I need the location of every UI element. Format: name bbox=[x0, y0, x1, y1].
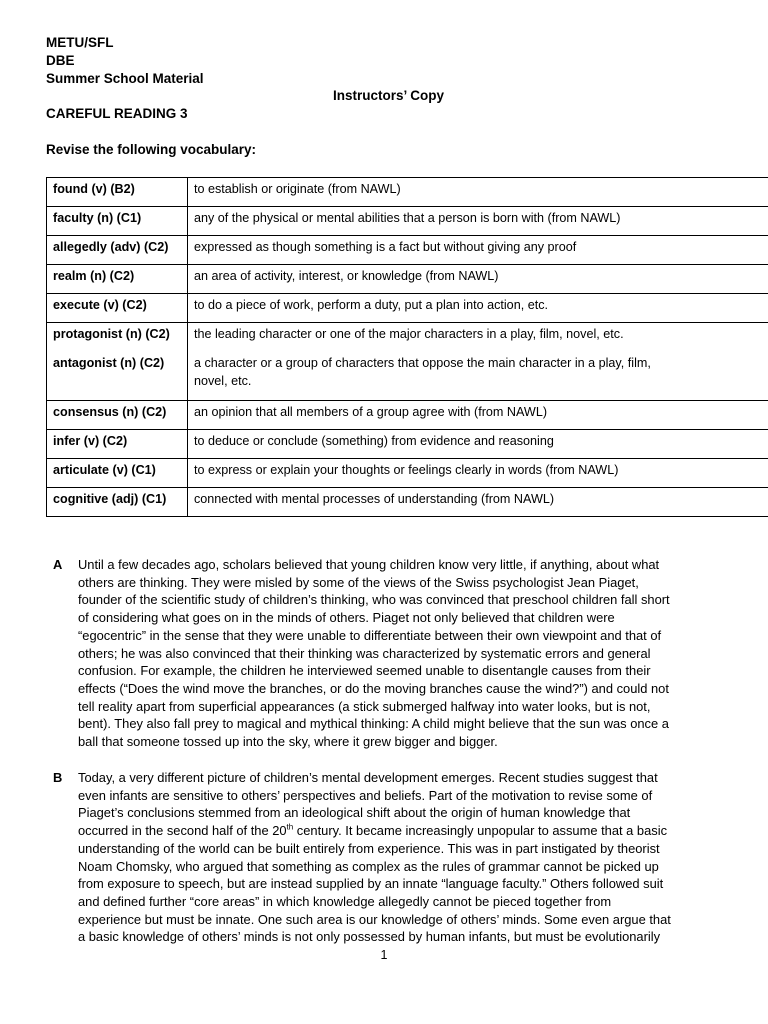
paragraph-b bbox=[53, 769, 743, 946]
vocab-definition: connected with mental processes of understanding (from NAWL) bbox=[188, 488, 768, 517]
vocab-definition: the leading character or one of the major characters in a play, film, novel, etc. bbox=[194, 327, 624, 341]
paragraph-line: Until a few decades ago, scholars believed that young children know very little, if anything, about what bbox=[78, 557, 660, 572]
vocab-term: articulate (v) (C1) bbox=[47, 459, 188, 488]
paragraph-line: ball that someone tossed up into the sky, where it grew bigger and bigger. bbox=[78, 734, 498, 750]
vocab-term: realm (n) (C2) bbox=[47, 265, 188, 294]
paragraph-line: others; he was also convinced that their thinking was characterized by systematic errors and general bbox=[78, 645, 651, 661]
paragraph-line: Piaget’s conclusions stemmed from an ideological shift about the origin of human knowledge that bbox=[78, 805, 631, 821]
paragraph-line: even infants are sensitive to others’ perspectives and beliefs. Part of the motivation to revise some of bbox=[78, 787, 653, 803]
line-segment: century. It became increasingly unpopular to assume that a basic bbox=[293, 823, 668, 839]
vocab-row bbox=[47, 401, 768, 430]
vocab-row bbox=[47, 178, 768, 207]
paragraph-line-with-superscript bbox=[78, 822, 743, 840]
paragraph-line: effects (“Does the wind move the branches, or do the moving branches cause the wind?”) and could not bbox=[78, 680, 669, 696]
paragraph-line: Noam Chomsky, who argued that something as complex as the rules of grammar cannot be picked up bbox=[78, 858, 659, 874]
vocab-term: infer (v) (C2) bbox=[47, 430, 188, 459]
paragraph-text bbox=[78, 769, 743, 946]
vocab-term: found (v) (B2) bbox=[47, 178, 188, 207]
vocab-row bbox=[47, 236, 768, 265]
paragraph-line: “egocentric” in the sense that they were unable to differentiate between their own viewpoint and that of bbox=[78, 627, 662, 643]
vocabulary-heading: Revise the following vocabulary: bbox=[46, 142, 257, 157]
vocab-definition: to establish or originate (from NAWL) bbox=[188, 178, 768, 207]
document-header bbox=[46, 34, 204, 88]
vocab-term: protagonist (n) (C2) bbox=[53, 327, 170, 341]
vocab-row bbox=[47, 323, 768, 401]
vocab-row bbox=[47, 430, 768, 459]
paragraph-line: understanding of the world can be built entirely from experience. This was in part instigated by theorist bbox=[78, 840, 660, 856]
instructors-copy-label: Instructors’ Copy bbox=[333, 88, 445, 103]
vocab-row bbox=[47, 265, 768, 294]
vocab-definition: to deduce or conclude (something) from evidence and reasoning bbox=[188, 430, 768, 459]
vocab-definition-continued: novel, etc. bbox=[194, 374, 252, 388]
vocab-definition: any of the physical or mental abilities that a person is born with (from NAWL) bbox=[188, 207, 768, 236]
vocab-definition: to express or explain your thoughts or feelings clearly in words (from NAWL) bbox=[188, 459, 768, 488]
section-title: CAREFUL READING 3 bbox=[46, 106, 188, 121]
vocab-definition: to do a piece of work, perform a duty, put a plan into action, etc. bbox=[188, 294, 768, 323]
paragraph-letter: A bbox=[53, 557, 63, 572]
paragraph-line: a basic knowledge of others’ minds is not only possessed by human infants, but must be evolutionarily bbox=[78, 929, 661, 945]
vocab-definition: a character or a group of characters that oppose the main character in a play, film, bbox=[194, 356, 651, 370]
paragraph-line: from exposure to speech, but are instead supplied by an innate “language faculty.” Others followed suit bbox=[78, 876, 664, 892]
paragraph-text bbox=[78, 556, 743, 751]
paragraph-line: tell reality apart from superficial appearances (a stick submerged halfway into water looks, but is not, bbox=[78, 698, 651, 714]
paragraph-line: bent). They also fall prey to magical and mythical thinking: A child might believe that the sun was once a bbox=[78, 716, 669, 732]
vocab-definition: an area of activity, interest, or knowledge (from NAWL) bbox=[188, 265, 768, 294]
vocab-row bbox=[47, 488, 768, 517]
page-number: 1 bbox=[380, 948, 388, 962]
paragraph-line: confusion. For example, the children he interviewed seemed unable to disentangle causes from their bbox=[78, 663, 651, 679]
vocab-term: antagonist (n) (C2) bbox=[53, 356, 165, 370]
vocab-row bbox=[47, 459, 768, 488]
vocab-row bbox=[47, 207, 768, 236]
vocab-row bbox=[47, 294, 768, 323]
vocab-definition: an opinion that all members of a group agree with (from NAWL) bbox=[188, 401, 768, 430]
vocab-definition: expressed as though something is a fact but without giving any proof bbox=[188, 236, 768, 265]
paragraph-a bbox=[53, 556, 743, 751]
paragraph-line: Today, a very different picture of children’s mental development emerges. Recent studies suggest that bbox=[78, 770, 658, 785]
vocab-term: allegedly (adv) (C2) bbox=[47, 236, 188, 265]
line-segment: occurred in the second half of the 20 bbox=[78, 823, 287, 839]
header-institution: METU/SFL bbox=[46, 35, 114, 50]
header-department: DBE bbox=[46, 53, 75, 68]
paragraph-line: others are thinking. They were misled by some of the views of the Swiss psychologist Jean Piaget, bbox=[78, 574, 639, 590]
paragraph-letter: B bbox=[53, 770, 63, 785]
header-material: Summer School Material bbox=[46, 71, 204, 86]
vocab-definition-pair bbox=[188, 323, 768, 401]
vocab-term: execute (v) (C2) bbox=[47, 294, 188, 323]
vocab-term-pair bbox=[47, 323, 188, 401]
paragraph-line: of considering what goes on in the minds of others. Piaget not only believed that children were bbox=[78, 610, 615, 626]
vocab-term: cognitive (adj) (C1) bbox=[47, 488, 188, 517]
vocab-term: faculty (n) (C1) bbox=[47, 207, 188, 236]
paragraph-line: founder of the scientific study of children’s thinking, who was convinced that preschool children fall short bbox=[78, 592, 670, 608]
paragraph-line: experience but must be innate. One such area is our knowledge of others’ minds. Some even argue that bbox=[78, 911, 671, 927]
vocab-term: consensus (n) (C2) bbox=[47, 401, 188, 430]
paragraph-line: and defined further “core areas” in which knowledge allegedly cannot be pieced together from bbox=[78, 893, 612, 909]
ordinal-superscript: th bbox=[286, 822, 294, 832]
vocabulary-table bbox=[46, 177, 768, 517]
